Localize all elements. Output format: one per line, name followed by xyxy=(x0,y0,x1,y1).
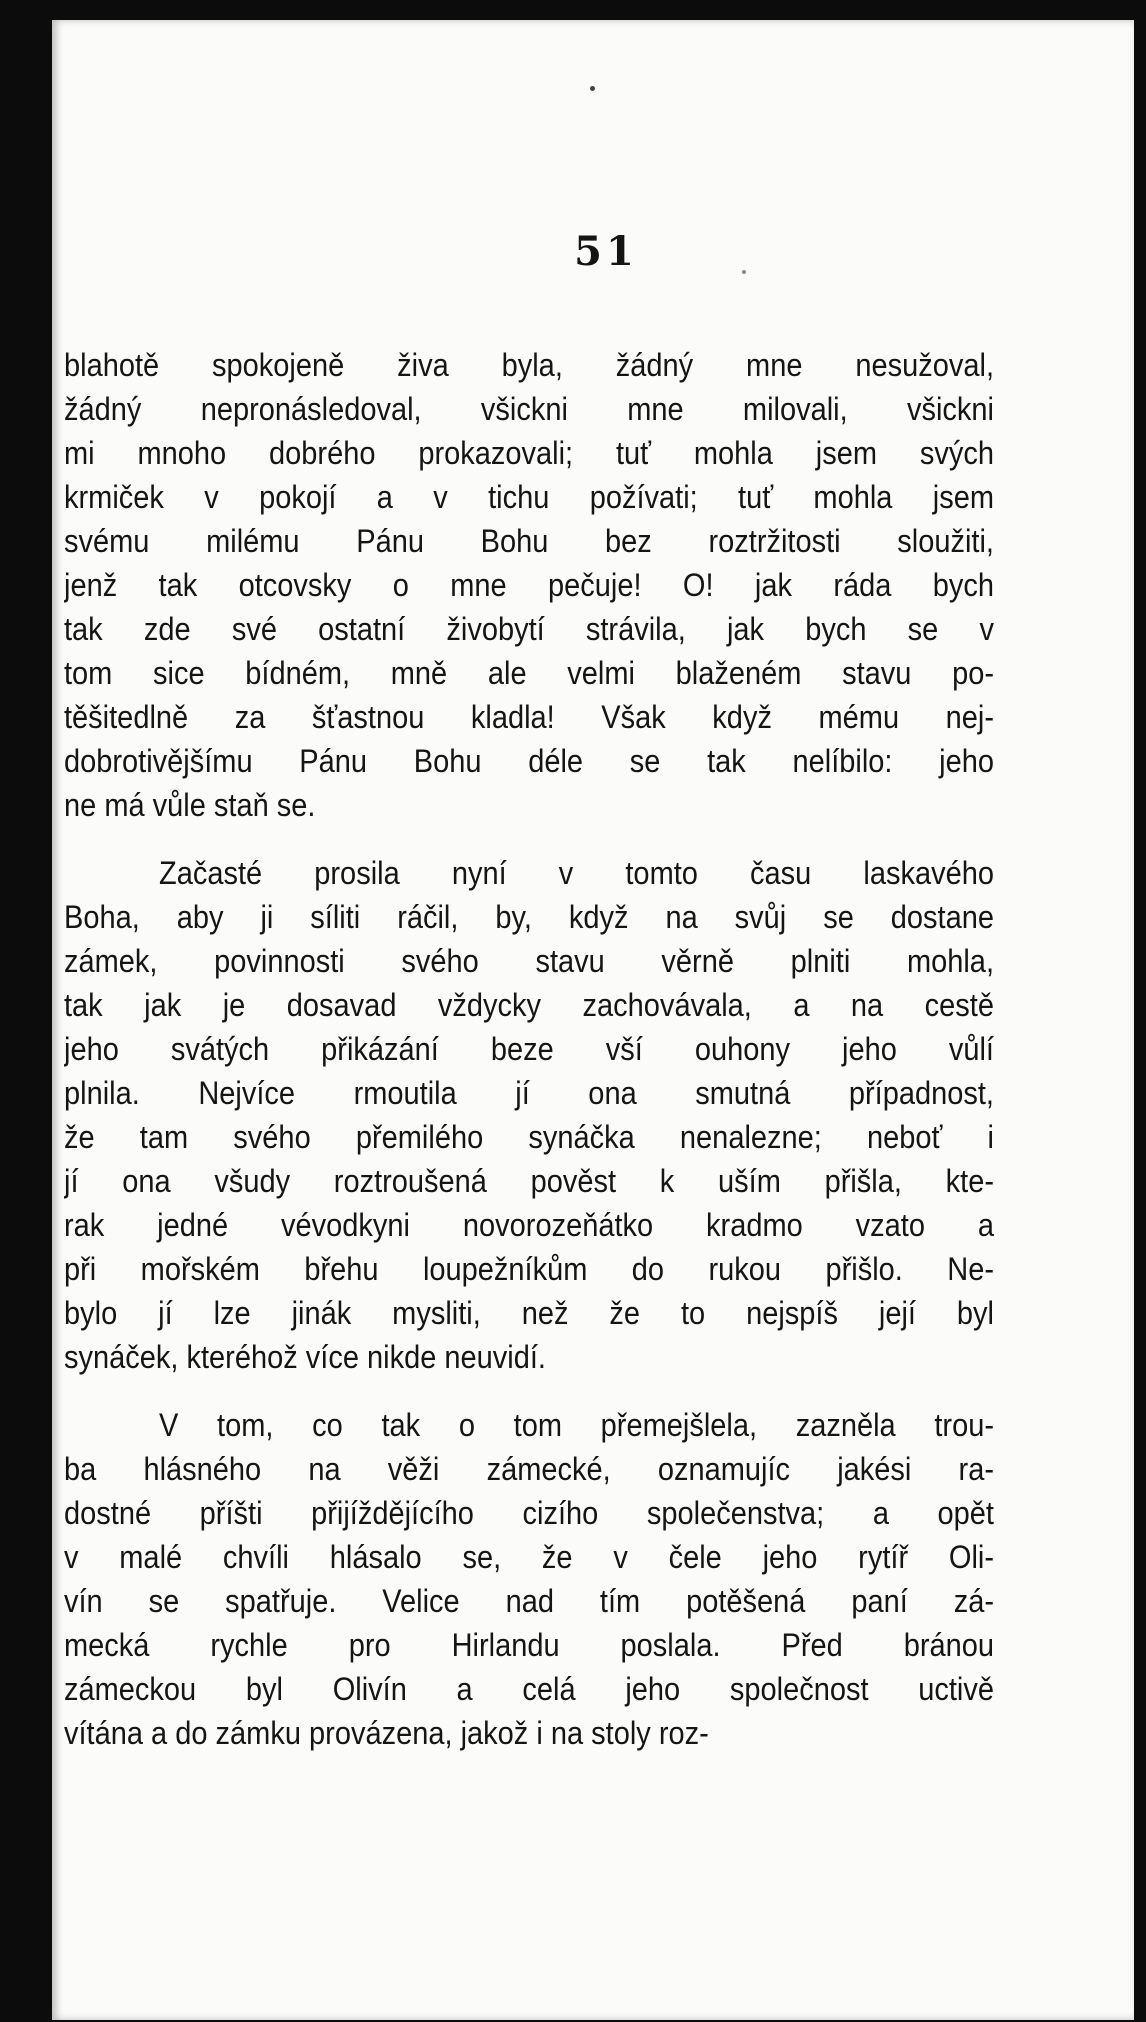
text-line: zámek, povinnosti svého stavu věrně plniti mohla, xyxy=(64,944,994,980)
text-line: vín se spatřuje. Velice nad tím potěšená paní zá- xyxy=(64,1584,994,1620)
text-line: krmiček v pokojí a v tichu požívati; tuť mohla jsem xyxy=(64,480,994,516)
text-line: že tam svého přemilého synáčka nenalezne; neboť i xyxy=(64,1120,994,1156)
text-line: mecká rychle pro Hirlandu poslala. Před bránou xyxy=(64,1628,994,1664)
text-line: tak jak je dosavad vždycky zachovávala, a na cestě xyxy=(64,988,994,1024)
paragraph xyxy=(64,852,994,1380)
text-line: V tom, co tak o tom přemejšlela, zazněla trou- xyxy=(159,1408,994,1444)
text-line: žádný nepronásledoval, všickni mne milovali, všickni xyxy=(64,392,994,428)
text-line: synáček, kteréhož více nikde neuvidí. xyxy=(64,1340,546,1376)
text-line: ne má vůle staň se. xyxy=(64,788,316,824)
page-number: 51 xyxy=(574,228,638,275)
body-text xyxy=(64,344,994,1756)
text-line: Začasté prosila nyní v tomto času laskavého xyxy=(159,856,994,892)
text-line: tom sice bídném, mně ale velmi blaženém stavu po- xyxy=(64,656,994,692)
page-sheet xyxy=(52,20,1134,2020)
paper-speck xyxy=(590,86,595,91)
text-line: rak jedné vévodkyni novorozeňátko kradmo vzato a xyxy=(64,1208,994,1244)
text-line: vítána a do zámku provázena, jakož i na stoly roz- xyxy=(64,1716,709,1752)
text-line: jenž tak otcovsky o mne pečuje! O! jak ráda bych xyxy=(64,568,994,604)
paper-speck xyxy=(742,270,746,274)
text-line: jí ona všudy roztroušená pověst k uším přišla, kte- xyxy=(64,1164,994,1200)
text-line: dobrotivějšímu Pánu Bohu déle se tak nelíbilo: jeho xyxy=(64,744,994,780)
text-line: těšitedlně za šťastnou kladla! Však když mému nej- xyxy=(64,700,994,736)
text-line: svému milému Pánu Bohu bez roztržitosti sloužiti, xyxy=(64,524,994,560)
paragraph xyxy=(64,1404,994,1756)
text-line: ba hlásného na věži zámecké, oznamujíc jakési ra- xyxy=(64,1452,994,1488)
text-line: jeho svátých přikázání beze vší ouhony jeho vůlí xyxy=(64,1032,994,1068)
text-line: Boha, aby ji síliti ráčil, by, když na svůj se dostane xyxy=(64,900,994,936)
text-line: bylo jí lze jinák mysliti, než že to nejspíš její byl xyxy=(64,1296,994,1332)
text-line: tak zde své ostatní živobytí strávila, jak bych se v xyxy=(64,612,994,648)
text-line: při mořském břehu loupežníkům do rukou přišlo. Ne- xyxy=(64,1252,994,1288)
text-line: mi mnoho dobrého prokazovali; tuť mohla jsem svých xyxy=(64,436,994,472)
text-line: blahotě spokojeně živa byla, žádný mne nesužoval, xyxy=(64,348,994,384)
text-line: dostné příšti přijíždějícího cizího společenstva; a opět xyxy=(64,1496,994,1532)
paragraph xyxy=(64,344,994,828)
text-line: zámeckou byl Olivín a celá jeho společnost uctivě xyxy=(64,1672,994,1708)
text-line: plnila. Nejvíce rmoutila jí ona smutná případnost, xyxy=(64,1076,994,1112)
text-line: v malé chvíli hlásalo se, že v čele jeho rytíř Oli- xyxy=(64,1540,994,1576)
